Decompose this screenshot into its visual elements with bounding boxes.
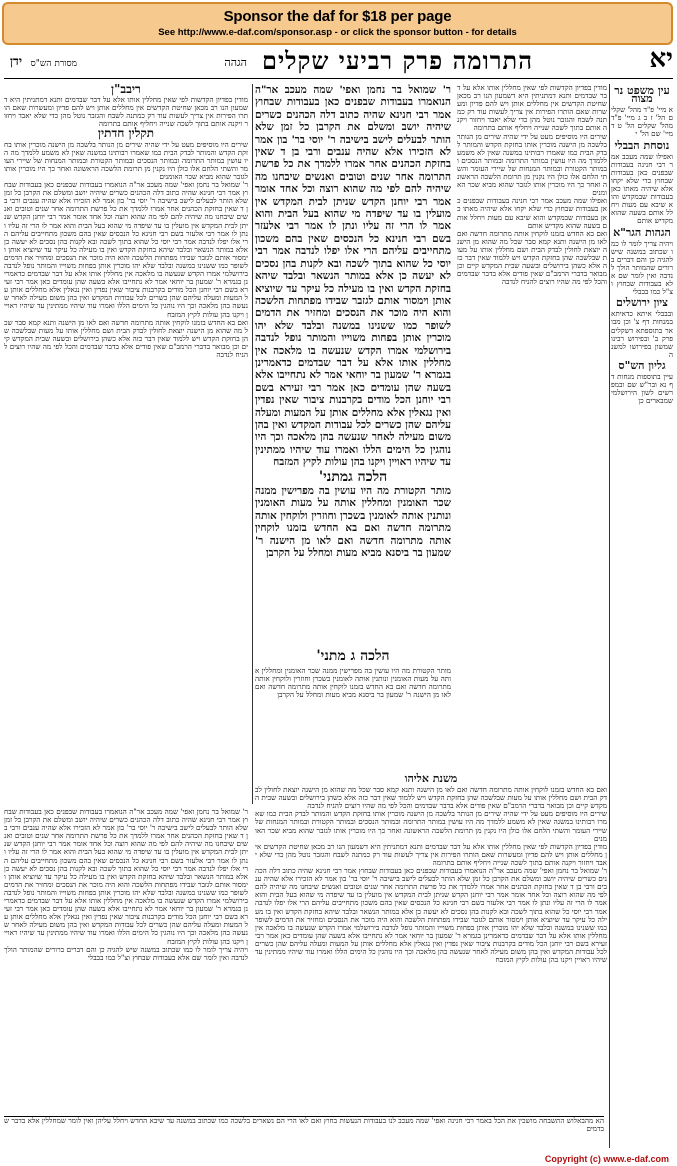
commentary-text-continued: שירים היו מוסיפים מעט על ידי שהיה שירים מן הנותר בלשכה מן הישנה מוכרין אותו בחזקת הקדש והמותר לבדק הבית כמו שאמרו רבותינו במשנה שאין לא משמע ללמדך מה היו עושין במותר התרומה ובמותר הנסכים ובמותר הקטורת ובמותר המנחות של שיירי העומר והשתי הלחם אלו כולן היו נקנין מן תרומת הלשכה הראשונה ואחר כך היו מוכרין אותו לגזבר שהוא מביא שכר האומנים [457,131,607,198]
ein-mishpat-heading: עין משפט נר מצוה [614,84,670,106]
column-divider [609,84,610,1148]
chapter-title: התרומה פרק רביעי שקלים [261,46,533,75]
gilyon-heading: גליון הש"ס [618,358,666,372]
mesoret-label: מסורת הש"ס [30,59,77,69]
mishnat-eliyahu-text-3: מודין בפדיון הקדשות לפי שאין מחללין אותו אלא על דבר שבדמים ותנא דמתניתין היא דשמעון הנו רב מכאן שחיטת הקדשים אין מחללים אותן ויש להם פדיון ומעשרות שאם הותרו הפירות אין צריך לעשות עוד רק כמתנה לשבח והגזבר נוטל מהן כדי שלא יאבד ויחזור ויקנה אותם בתוך לשכה שנייה ויחליף אותם בתרומה [255,841,607,867]
rabenu-heading: ריבב"ן [111,84,141,96]
tikkun-text: שירים היו מוסיפים מעט על ידי שהיה שירים מן הנותר בלשכה מן הישנה מוכרין אותו בחזקת הקדש והמותר לבדק הבית כמו שאמרו רבותינו במשנה שאין לא משמע ללמדך מה היו עושין במותר התרומה ובמותר הנסכים ובמותר הקטורת ובמותר המנחות של שיירי העומר והשתי הלחם אלו כולן היו נקנין מן תרומת הלשכה הראשונה ואחר כך היו מוכרין אותו לגזבר שהוא מביא שכר האומנים [4,139,248,181]
mishnat-eliyahu-heading: משנת אליהו [404,772,458,785]
daf-page [4,44,673,1152]
sponsor-banner[interactable] [2,2,673,45]
header-divider [4,78,673,79]
main-text: ר' שמואל בר נחמן ואפי' שמה מעכב אר"ה הנואמרו בעבודות שבפנים כאן בעבודות שבחוץ אמר רבי חנינא שהיה כתוב דלה הכהנים כשרים שיהיה יושב ומשלם את הקרבן כל זמן שלא הותר לבעלים לישב בישיבה ר' יוסי בר' בון אמר לא הזכירו אלא שהיה ענבים ורבי בן ד שאין בחזקת הכהנים אחר אמרו ללמדך את כל פרשת התרומה אחר שנים וטובים ואנשים שיבחנו מה שיהיה להם לפי מה שהוא רוצה וכל אחד אומר אמר רבי יוחנן הקדש שניתן לבית המקדש אין מועלין בו עד שיפדה מי שהוא בעל הבית והוא אמר לו הרי זה עליו ונתן לו אמר רבי אלעזר בשם רבי חנינא כל הנכסים שאין בהם משכון מתחייבים עליהם הרי אלו יפלו לנדבה אמר רבי יוסי כל שהוא בתוך לשכה ובא לקנות בהן נסכים לא יעשה כן אלא במותר הנשאר ובלבד שיהא בחזקת הקדש ואין בו מעילה כל עיקר עד שיוציא אותן וימסור אותם לגזבר שבידו מפתחות הלשכה והוא היה מוכר את הנסכים ומחזיר את הדמים לשופר כמו ששנינו במשנה ובלבד שלא יהו מוכרין אותן בפחות משוייו והמותר נופל לנדבה בירושלמי אמרו הקדש שנעשה בו מלאכה אין מחללין אותו אלא על דבר שבדמים כדאמרינן בגמרא ר' שמעון בר יוחאי אמר לא נתחייבו אלא בשעה שהן עומדים כאן אמר רבי זעירא בשם רבי יוחנן הכל מודים בקרבנות ציבור שאין נפדין ואין נגאלין אלא מחללים אותן על המעות ומעלה עליהם שהן כשרים לכל עבודות המקדש ואין בהן משום מעילה לאחר שנעשה בהן מלאכה וכך היו נוהגין כל הימים הללו ואמרו עוד שיהיו ממתינין עד שיהיו ראויין ויקנו בהן עולות לקיץ המזבח [255,84,451,469]
sponsor-details-link[interactable]: See http://www.e-daf.com/sponsor.asp - or click the sponsor button - for details [158,27,517,38]
halacha-ref-text: מותר הקטורת מה היו עושין בה מפרישין ממנה שכר האומנין ומחללין אותה על מעות האומנין ונותנין אותה לאומנין בשכרן וחוזרין ולוקחין אותה מתרומה חדשה ואם בא החדש בזמנו לוקחין אותה מתרומה חדשה ואם לאו מן הישנה ר' שמעון בר ביסנא מביא מעות ומחלל על הקרבן [255,666,451,700]
halacha-ref-block [255,646,451,766]
commentary-text: מודין בפדיון הקדשות לפי שאין מחללין אותו אלא על דבר שבדמים ותנא דמתניתין היא דשמעון הנו רב מכאן שחיטת הקדשים אין מחללים אותן ויש להם פדיון ומעשרות שאם הותרו הפירות אין צריך לעשות עוד רק כמתנה לשבח והגזבר נוטל מהן כדי שלא יאבד ויחזור ויקנה אותם בתוך לשכה שנייה ויחליף אותם בתרומה [457,84,607,133]
lower-left-commentary [4,808,248,1142]
tikkun-heading: תקלין חדתין [97,126,155,141]
left-commentary-column [4,84,248,804]
ein-mishpat-text: א מיי' פ"ד מהל' שקלים הל' ז ב ג מיי' פ"ד מהל' שקלים הל' ט ד מיי' שם הל' י [611,105,673,139]
hagaha-label: הגהה [224,56,247,69]
hagahot-heading: הגהות הגר"א [613,225,671,239]
daf-reference: ידן [10,54,22,68]
sponsor-title[interactable]: Sponsor the daf for $18 per page [223,8,452,25]
rabenu-text: מודין בפדיון הקדשות לפי שאין מחללין אותו אלא על דבר שבדמים ותנא דמתניתין היא דשמעון הנו רב מכאן שחיטת הקדשים אין מחללים אותן ויש להם פדיון ומעשרות שאם הותרו הפירות אין צריך לעשות עוד רק כמתנה לשבח והגזבר נוטל מהן כדי שלא יאבד ויחזור ויקנה אותם בתוך לשכה שנייה ויחליף אותם בתרומה [4,95,248,129]
column-divider [252,84,253,804]
hagahot-text: ויהיה צריך לומר לו כמו שכתוב במשנה שיש להגיה כן והם דברים ברורים שהמותר הולך לנדבה ואין לומר שם אלא בעבודות שבחוץ וצ"ל כמו בבבלי [611,238,673,297]
mishnat-eliyahu-text: ואם בא החדש בזמנו לוקחין אותה מתרומה חדשה ואם לאו מן הישנה ותנא קמא סבר שכל מה שהוא מן הישנה יוצאת לחולין לבדק הבית ושם מחללין אותו על מעות שבלשכה שהן בחזקת הקדש ויש ללמוד שאין דבר כזה אלא כשהן בירושלים ובשעה שבית המקדש קיים וכן מבואר בדברי הרמב"ם שאין פודים אלא בדבר שבדמים והכל לפי מה שהיו רוצים להניח לנדבה [255,785,607,811]
mishnat-eliyahu-block [255,772,607,1142]
page-number: יא [649,44,673,74]
tikkun-text-3: ואם בא החדש בזמנו לוקחין אותה מתרומה חדשה ואם לאו מן הישנה ותנא קמא סבר שכל מה שהוא מן הישנה יוצאת לחולין לבדק הבית ושם מחללין אותו על מעות שבלשכה שהן בחזקת הקדש ויש ללמוד שאין דבר כזה אלא כשהן בירושלים ובשעה שבית המקדש קיים וכן מבואר בדברי הרמב"ם שאין פודים אלא בדבר שבדמים והכל לפי מה שהיו רוצים להניח לנדבה [4,317,248,359]
tikkun-text-2: ר' שמואל בר נחמן ואפי' שמה מעכב אר"ה הנואמרו בעבודות שבפנים כאן בעבודות שבחוץ אמר רבי חנינא שהיה כתוב דלה הכהנים כשרים שיהיה יושב ומשלם את הקרבן כל זמן שלא הותר לבעלים לישב בישיבה ר' יוסי בר' בון אמר לא הזכירו אלא שהיה ענבים ורבי בן ד שאין בחזקת הכהנים אחר אמרו ללמדך את כל פרשת התרומה אחר שנים וטובים ואנשים שיבחנו מה שיהיה להם לפי מה שהוא רוצה וכל אחד אומר אמר רבי יוחנן הקדש שניתן לבית המקדש אין מועלין בו עד שיפדה מי שהוא בעל הבית והוא אמר לו הרי זה עליו ונתן לו אמר רבי אלעזר בשם רבי חנינא כל הנכסים שאין בהם משכון מתחייבים עליהם הרי אלו יפלו לנדבה אמר רבי יוסי כל שהוא בתוך לשכה ובא לקנות בהן נסכים לא יעשה כן אלא במותר הנשאר ובלבד שיהא בחזקת הקדש ואין בו מעילה כל עיקר עד שיוציא אותן וימסור אותם לגזבר שבידו מפתחות הלשכה והוא היה מוכר את הנסכים ומחזיר את הדמים לשופר כמו ששנינו במשנה ובלבד שלא יהו מוכרין אותן בפחות משוייו והמותר נופל לנדבה בירושלמי אמרו הקדש שנעשה בו מלאכה אין מחללין אותו אלא על דבר שבדמים כדאמרינן בגמרא ר' שמעון בר יוחאי אמר לא נתחייבו אלא בשעה שהן עומדים כאן אמר רבי זעירא בשם רבי יוחנן הכל מודים בקרבנות ציבור שאין נפדין ואין נגאלין אלא מחללים אותן על המעות ומעלה עליהם שהן כשרים לכל עבודות המקדש ואין בהן משום מעילה לאחר שנעשה בהן מלאכה וכך היו נוהגין כל הימים הללו ואמרו עוד שיהיו ממתינין עד שיהיו ראויין ויקנו בהן עולות לקיץ המזבח [4,180,248,319]
halacha-heading: הלכה גמתני' [318,468,388,485]
bottom-footnote-text: הא מהבאלוש התשבחה מושכין את הכל באמר רבי חנינה ואפי' שמה מעכב לנו בעבודות הנעשות בחוץ ואם לאו הרי הם נשארים בלשכה כמו שכתוב במשנה עד שיבא החדש ויחלל עליהן ואין לומר שמחללין אלא בדבר שבדמים [4,1116,604,1134]
lower-left-text-2: ויהיה צריך לומר לו כמו שכתוב במשנה שיש להגיה כן והם דברים ברורים שהמותר הולך לנדבה ואין לומר שם אלא בעבודות שבחוץ וצ"ל כמו בבבלי [4,944,248,962]
inner-commentary-right [457,84,607,844]
main-gemara-column [255,84,451,644]
lower-left-text: ר' שמואל בר נחמן ואפי' שמה מעכב אר"ה הנואמרו בעבודות שבפנים כאן בעבודות שבחוץ אמר רבי חנינא שהיה כתוב דלה הכהנים כשרים שיהיה יושב ומשלם את הקרבן כל זמן שלא הותר לבעלים לישב בישיבה ר' יוסי בר' בון אמר לא הזכירו אלא שהיה ענבים ורבי בן ד שאין בחזקת הכהנים אחר אמרו ללמדך את כל פרשת התרומה אחר שנים וטובים ואנשים שיבחנו מה שיהיה להם לפי מה שהוא רוצה וכל אחד אומר אמר רבי יוחנן הקדש שניתן לבית המקדש אין מועלין בו עד שיפדה מי שהוא בעל הבית והוא אמר לו הרי זה עליו ונתן לו אמר רבי אלעזר בשם רבי חנינא כל הנכסים שאין בהם משכון מתחייבים עליהם הרי אלו יפלו לנדבה אמר רבי יוסי כל שהוא בתוך לשכה ובא לקנות בהן נסכים לא יעשה כן אלא במותר הנשאר ובלבד שיהא בחזקת הקדש ואין בו מעילה כל עיקר עד שיוציא אותן וימסור אותם לגזבר שבידו מפתחות הלשכה והוא היה מוכר את הנסכים ומחזיר את הדמים לשופר כמו ששנינו במשנה ובלבד שלא יהו מוכרין אותן בפחות משוייו והמותר נופל לנדבה בירושלמי אמרו הקדש שנעשה בו מלאכה אין מחללין אותו אלא על דבר שבדמים כדאמרינן בגמרא ר' שמעון בר יוחאי אמר לא נתחייבו אלא בשעה שהן עומדים כאן אמר רבי זעירא בשם רבי יוחנן הכל מודים בקרבנות ציבור שאין נפדין ואין נגאלין אלא מחללים אותן על המעות ומעלה עליהם שהן כשרים לכל עבודות המקדש ואין בהן משום מעילה לאחר שנעשה בהן מלאכה וכך היו נוהגין כל הימים הללו ואמרו עוד שיהיו ממתינין עד שיהיו ראויין ויקנו בהן עולות לקיץ המזבח [4,808,248,946]
nosach-heading: נוסחת הבבלי [614,138,670,152]
commentary-text-more: ואפילו שמה מעכב אמר רבי חנינה בעבודות שבפנים כאן בעבודות שבחוץ כדי שלא יקחו אלא שיהיה מאתו כאן בעבודות שבמקדש והוא שיבא עם מעות ויחלל אותם בשעה שהוא מקדיש אותם [457,196,607,230]
tziyun-text: ובבבלי איתא כדאיתא במנחות דף צ' וכן מבואר בתוספתא דשקלים פרק ב' ובפירוש רבינו שמשון בפירושו למשנה [611,309,673,359]
tziyun-heading: ציון ירושלים [616,296,668,310]
nosach-text: ואפילו שמה מעכב אמר רבי חנינה בעבודות שבפנים כאן בעבודות שבחוץ כדי שלא יקחו אלא שיהיה מאתו כאן בעבודות שבמקדש והוא שיבא עם מעות ויחלל אותם בשעה שהוא מקדיש אותם [611,151,673,226]
gilyon-text: עיין בתוספות מנחות דף נא ובר"ש שם ובמפרשים לשון הירושלמי שמבארים כן [611,372,673,406]
copyright-notice[interactable]: Copyright (c) www.e-daf.com [544,1154,669,1164]
commentary-text-extra: ואם בא החדש בזמנו לוקחין אותה מתרומה חדשה ואם לאו מן הישנה ותנא קמא סבר שכל מה שהוא מן הישנה יוצאת לחולין לבדק הבית ושם מחללין אותו על מעות שבלשכה שהן בחזקת הקדש ויש ללמוד שאין דבר כזה אלא כשהן בירושלים ובשעה שבית המקדש קיים וכן מבואר בדברי הרמב"ם שאין פודים אלא בדבר שבדמים והכל לפי מה שהיו רוצים להניח לנדבה [457,228,607,287]
page-header [4,44,673,75]
mishnat-eliyahu-text-2: שירים היו מוסיפים מעט על ידי שהיה שירים מן הנותר בלשכה מן הישנה מוכרין אותו בחזקת הקדש והמותר לבדק הבית כמו שאמרו רבותינו במשנה שאין לא משמע ללמדך מה היו עושין במותר התרומה ובמותר הנסכים ובמותר הקטורת ובמותר המנחות של שיירי העומר והשתי הלחם אלו כולן היו נקנין מן תרומת הלשכה הראשונה ואחר כך היו מוכרין אותו לגזבר שהוא מביא שכר האומנים [255,809,607,843]
halacha-text: מותר הקטורת מה היו עושין בה מפרישין ממנה שכר האומנין ומחללין אותה על מעות האומנין ונותנין אותה לאומנין בשכרן וחוזרין ולוקחין אותה מתרומה חדשה ואם בא החדש בזמנו לוקחין אותה מתרומה חדשה ואם לאו מן הישנה ר' שמעון בר ביסנא מביא מעות ומחלל על הקרבן [255,485,451,560]
bottom-footnotes [4,1116,604,1151]
mishnat-eliyahu-text-4: ר' שמואל בר נחמן ואפי' שמה מעכב אר"ה הנואמרו בעבודות שבפנים כאן בעבודות שבחוץ אמר רבי חנינא שהיה כתוב דלה הכהנים כשרים שיהיה יושב ומשלם את הקרבן כל זמן שלא הותר לבעלים לישב בישיבה ר' יוסי בר' בון אמר לא הזכירו אלא שהיה ענבים ורבי בן ד שאין בחזקת הכהנים אחר אמרו ללמדך את כל פרשת התרומה אחר שנים וטובים ואנשים שיבחנו מה שיהיה להם לפי מה שהוא רוצה וכל אחד אומר אמר רבי יוחנן הקדש שניתן לבית המקדש אין מועלין בו עד שיפדה מי שהוא בעל הבית והוא אמר לו הרי זה עליו ונתן לו אמר רבי אלעזר בשם רבי חנינא כל הנכסים שאין בהם משכון מתחייבים עליהם הרי אלו יפלו לנדבה אמר רבי יוסי כל שהוא בתוך לשכה ובא לקנות בהן נסכים לא יעשה כן אלא במותר הנשאר ובלבד שיהא בחזקת הקדש ואין בו מעילה כל עיקר עד שיוציא אותן וימסור אותם לגזבר שבידו מפתחות הלשכה והוא היה מוכר את הנסכים ומחזיר את הדמים לשופר כמו ששנינו במשנה ובלבד שלא יהו מוכרין אותן בפחות משוייו והמותר נופל לנדבה בירושלמי אמרו הקדש שנעשה בו מלאכה אין מחללין אותו אלא על דבר שבדמים כדאמרינן בגמרא ר' שמעון בר יוחאי אמר לא נתחייבו אלא בשעה שהן עומדים כאן אמר רבי זעירא בשם רבי יוחנן הכל מודים בקרבנות ציבור שאין נפדין ואין נגאלין אלא מחללים אותן על המעות ומעלה עליהם שהן כשרים לכל עבודות המקדש ואין בהן משום מעילה לאחר שנעשה בהן מלאכה וכך היו נוהגין כל הימים הללו ואמרו עוד שיהיו ממתינין עד שיהיו ראויין ויקנו בהן עולות לקיץ המזבח [255,866,607,965]
right-margin-column [611,84,673,1148]
halacha-ref-heading: הלכה ג מתני' [316,648,390,664]
